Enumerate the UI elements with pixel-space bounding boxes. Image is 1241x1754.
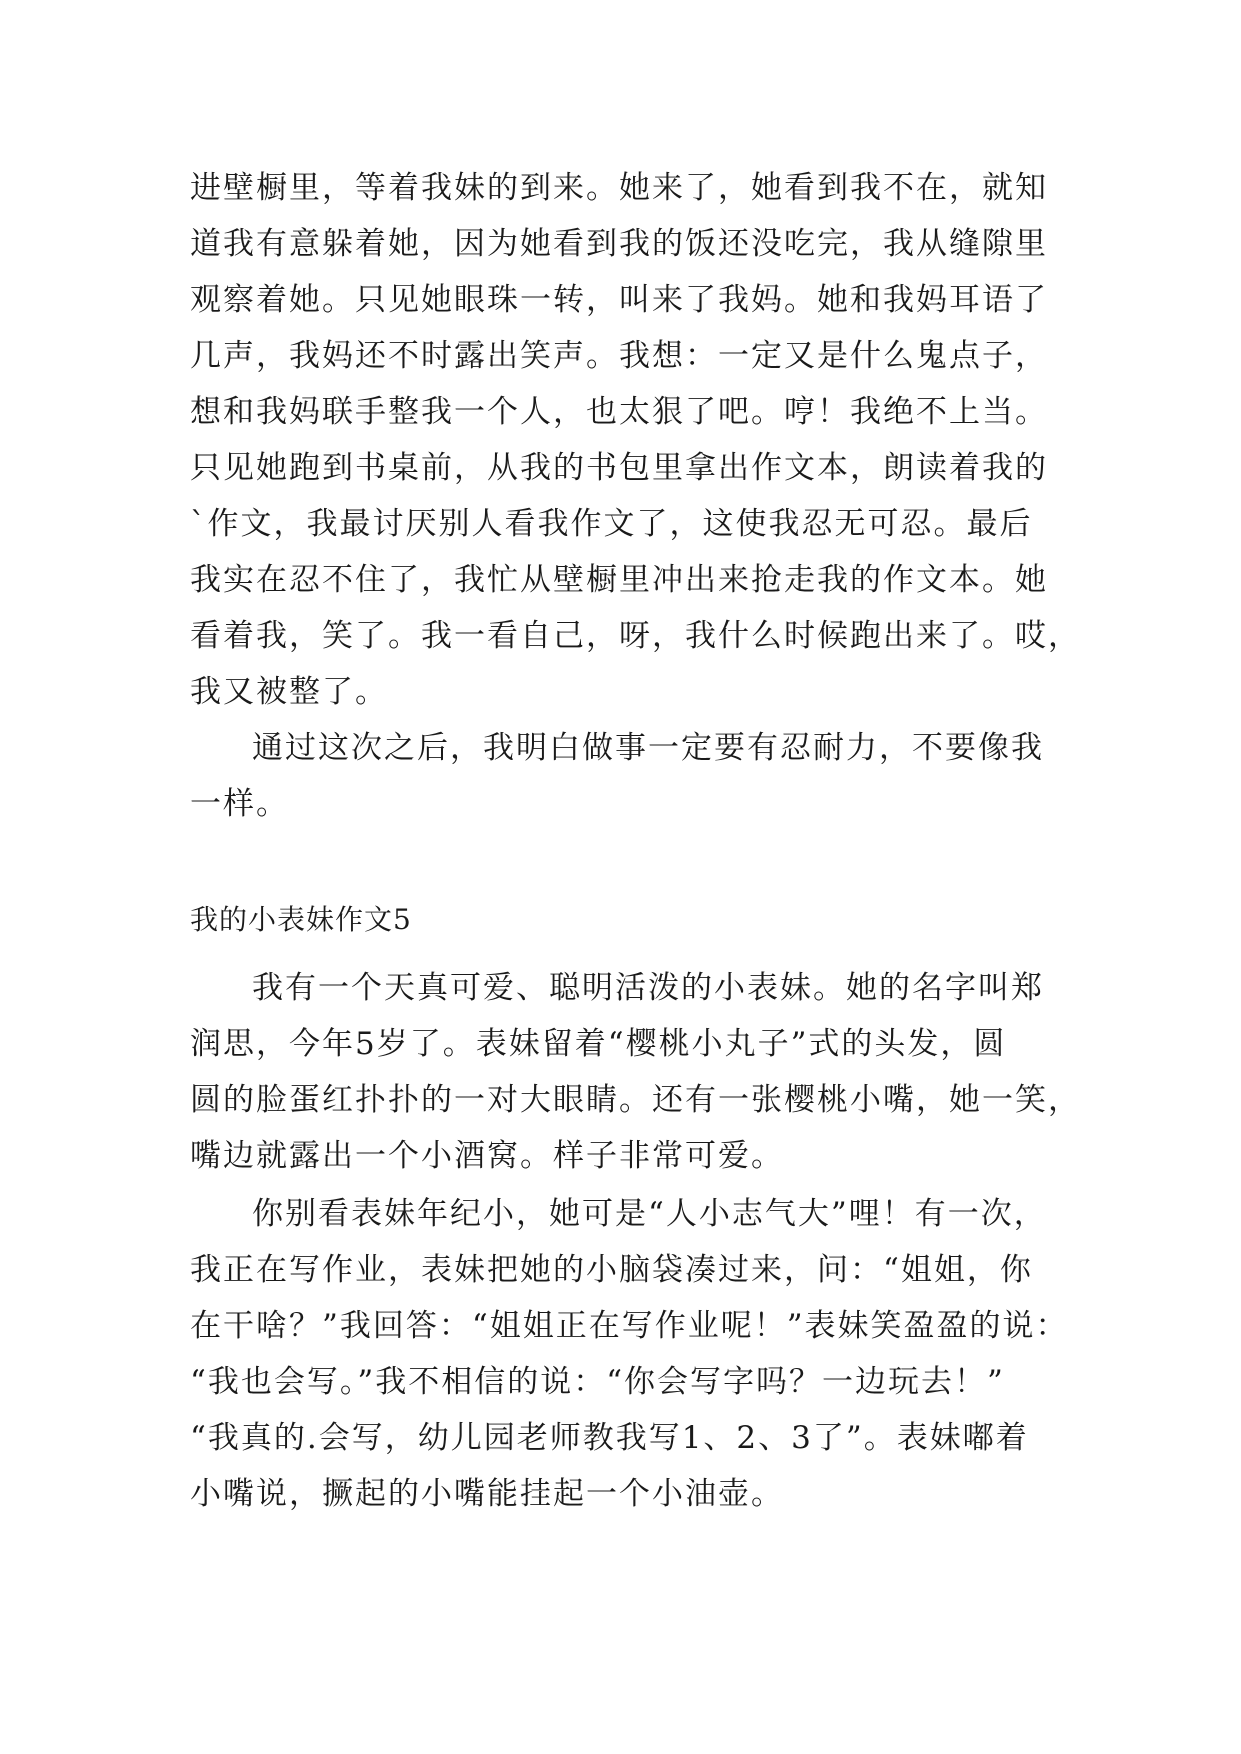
text-line: “我真的.会写，幼儿园老师教我写1、2、3了”。表妹嘟着 [190, 1420, 1029, 1456]
text-line: 道我有意躲着她，因为她看到我的饭还没吃完，我从缝隙里 [190, 226, 1048, 262]
text-line: “我也会写。”我不相信的说：“你会写字吗？一边玩去！” [190, 1364, 1005, 1400]
text-line: `作文，我最讨厌别人看我作文了，这使我忍无可忍。最后 [190, 506, 1033, 542]
text-line: 嘴边就露出一个小酒窝。样子非常可爱。 [190, 1138, 784, 1174]
text-line: 观察着她。只见她眼珠一转，叫来了我妈。她和我妈耳语了 [190, 282, 1048, 318]
section-title: 我的小表妹作文5 [190, 903, 412, 936]
text-line: 几声，我妈还不时露出笑声。我想：一定又是什么鬼点子， [190, 338, 1048, 374]
text-line: 进壁橱里，等着我妹的到来。她来了，她看到我不在，就知 [190, 170, 1048, 206]
text-line: 在干啥？”我回答：“姐姐正在写作业呢！”表妹笑盈盈的说： [190, 1308, 1069, 1344]
text-line: 我正在写作业，表妹把她的小脑袋凑过来，问：“姐姐，你 [190, 1252, 1033, 1288]
text-line: 想和我妈联手整我一个人，也太狠了吧。哼！我绝不上当。 [190, 394, 1048, 430]
text-line: 我又被整了。 [190, 674, 388, 710]
text-line: 你别看表妹年纪小，她可是“人小志气大”哩！有一次， [252, 1196, 1047, 1232]
text-line: 我有一个天真可爱、聪明活泼的小表妹。她的名字叫郑 [252, 970, 1044, 1006]
text-line: 通过这次之后，我明白做事一定要有忍耐力，不要像我 [252, 730, 1044, 766]
text-line: 润思，今年5岁了。表妹留着“樱桃小丸子”式的头发，圆 [190, 1026, 1007, 1062]
text-line: 看着我，笑了。我一看自己，呀，我什么时候跑出来了。哎， [190, 618, 1081, 654]
text-line: 圆的脸蛋红扑扑的一对大眼睛。还有一张樱桃小嘴，她一笑， [190, 1082, 1081, 1118]
text-line: 小嘴说，撅起的小嘴能挂起一个小油壶。 [190, 1476, 784, 1512]
text-line: 只见她跑到书桌前，从我的书包里拿出作文本，朗读着我的 [190, 450, 1048, 486]
text-line: 一样。 [190, 786, 289, 822]
text-line: 我实在忍不住了，我忙从壁橱里冲出来抢走我的作文本。她 [190, 562, 1048, 598]
